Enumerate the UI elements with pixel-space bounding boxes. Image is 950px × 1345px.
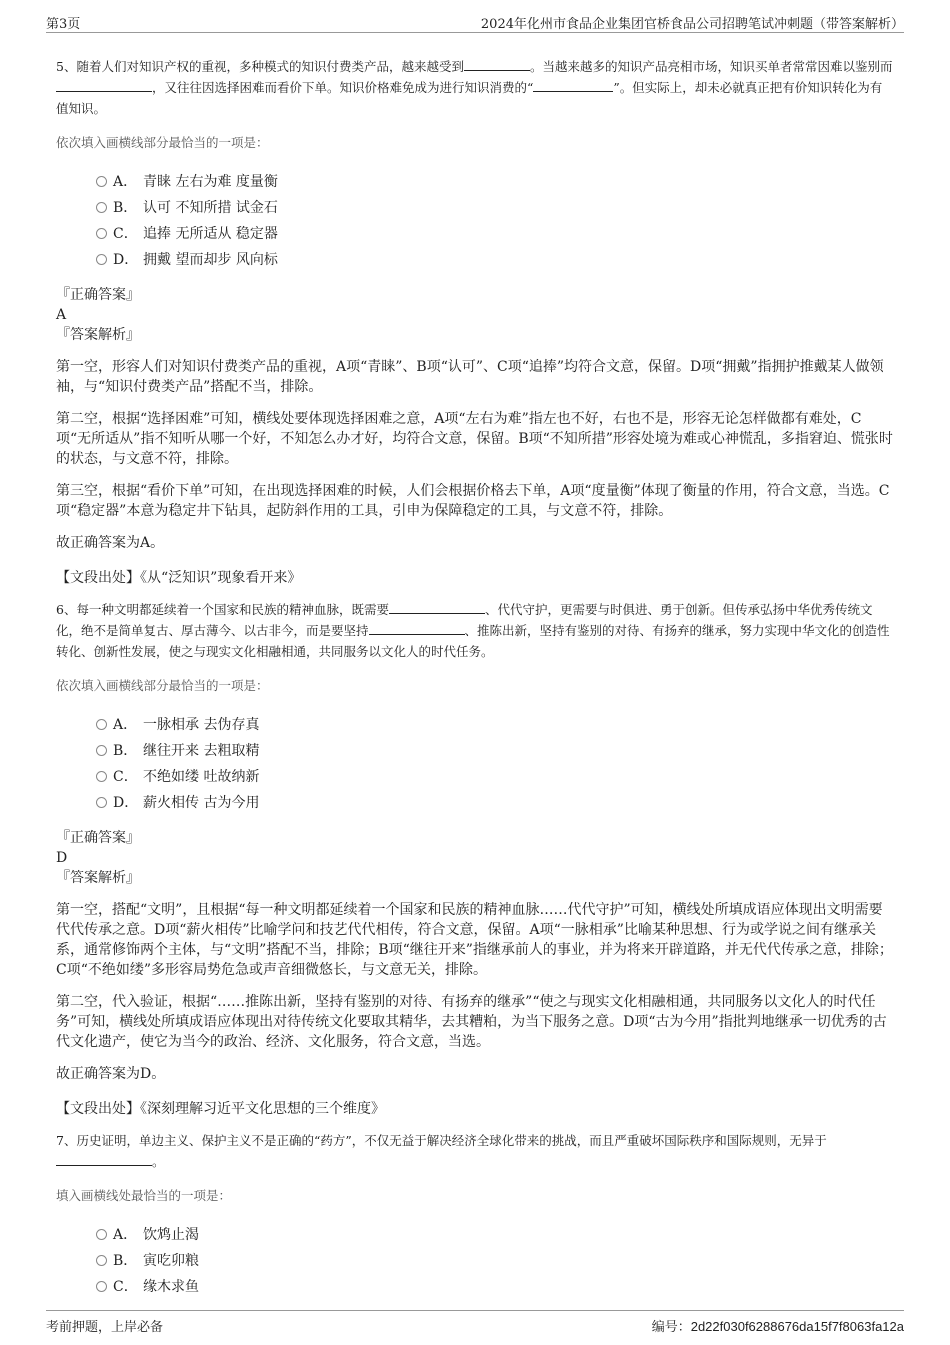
serial-number: 2d22f030f6288676da15f7f8063fa12a [690,1319,904,1334]
option-b[interactable]: B． 继往开来 去粗取精 [96,738,894,764]
conclusion: 故正确答案为D。 [56,1066,166,1082]
conclusion: 故正确答案为A。 [56,535,165,551]
option-d[interactable]: D． 拥戴 望而却步 风向标 [96,247,894,273]
answer-value: D [56,850,68,866]
page-footer [46,1310,904,1337]
question-5-stem: 5、随着人们对知识产权的重视，多种模式的知识付费类产品，越来越受到 。当越来越多的知识产品亮相市场，知识买单者常常因难以鉴别而，又往往因选择困难而看价下单。知识价格难免成为进行知识消费的“ ”。但实际上，却未必就真正把有价知识转化为有值知识。 [56,59,893,116]
option-c[interactable]: C． 不绝如缕 吐故纳新 [96,764,894,790]
analysis-paragraph: 第一空，形容人们对知识付费类产品的重视，A项“青睐”、B项“认可”、C项“追捧”均符合文意，保留。D项“拥戴”指拥护推戴某人做领袖，与“知识付费类产品”搭配不当，排除。 [56,359,884,395]
option-a[interactable]: A． 一脉相承 去伪存真 [96,712,894,738]
analysis-paragraph: 第二空，代入验证，根据“……推陈出新，坚持有鉴别的对待、有扬弃的继承”“使之与现实文化相融相通，共同服务以文化人的时代任务”可知，横线处所填成语应体现出对待传统文化要取其精华，去其糟粕，为当下服务之意。D项“古为今用”指批判地继承一切优秀的古代文化遗产，使它为当今的政治、经济、文化服务，符合文意，当选。 [56,994,887,1050]
source-citation: 【文段出处】《深刻理解习近平文化思想的三个维度》 [56,1101,385,1117]
page-content [56,56,894,1300]
radio-icon[interactable] [96,719,107,730]
question-6-options [96,712,894,816]
option-a[interactable]: A． 青睐 左右为难 度量衡 [96,169,894,195]
blank-1 [389,601,485,614]
option-b[interactable]: B． 认可 不知所措 试金石 [96,195,894,221]
radio-icon[interactable] [96,797,107,808]
analysis-paragraph: 第三空，根据“看价下单”可知，在出现选择困难的时候，人们会根据价格去下单，A项“度量衡”体现了衡量的作用，符合文意，当选。C项“稳定器”本意为稳定井下钻具，起防斜作用的工具，引申为保障稳定的工具，与文意不符，排除。 [56,483,890,519]
option-b[interactable]: B． 寅吃卯粮 [96,1248,894,1274]
question-7-prompt: 填入画横线处最恰当的一项是： [56,1188,232,1203]
answer-value: A [56,307,67,323]
radio-icon[interactable] [96,228,107,239]
question-5-options [96,169,894,273]
option-c[interactable]: C． 追捧 无所适从 稳定器 [96,221,894,247]
blank-1 [56,1153,152,1166]
footer-slogan: 考前押题，上岸必备 [46,1320,164,1335]
blank-1 [464,58,530,71]
blank-2 [369,622,465,635]
question-7-options [96,1222,894,1300]
radio-icon[interactable] [96,745,107,756]
analysis-paragraph: 第一空，搭配“文明”，且根据“每一种文明都延续着一个国家和民族的精神血脉……代代守护”可知，横线处所填成语应体现出文明需要代代传承之意。D项“薪火相传”比喻学问和技艺代代相传，符合文意，保留。A项“一脉相承”比喻某种思想、行为或学说之间有继承关系，通常修饰两个主体，与“文明”搭配不当，排除；B项“继往开来”指继承前人的事业，并为将来开辟道路，并无代代传承之意，排除；C项“不绝如缕”多形容局势危急或声音细微悠长，与文意无关，排除。 [56,902,893,978]
radio-icon[interactable] [96,1281,107,1292]
radio-icon[interactable] [96,176,107,187]
option-a[interactable]: A． 饮鸩止渴 [96,1222,894,1248]
source-citation: 【文段出处】《从“泛知识”现象看开来》 [56,570,302,586]
blank-3 [533,79,613,92]
analysis-label: 『答案解析』 [56,327,140,343]
question-6-stem: 6、每一种文明都延续着一个国家和民族的精神血脉，既需要 、代代守护，更需要与时俱进、勇于创新。但传承弘扬中华优秀传统文化，绝不是简单复古、厚古薄今、以古非今，而是要坚持 、推陈出新，坚持有鉴别的对待、有扬弃的继承，努力实现中华文化的创造性转化、创新性发展，使之与现实文化相融相通，共同服务以文化人的时代任务。 [56,602,890,659]
question-7 [56,1130,894,1300]
radio-icon[interactable] [96,771,107,782]
answer-label: 『正确答案』 [56,287,140,303]
footer-serial: 编号：2d22f030f6288676da15f7f8063fa12a [651,1319,904,1335]
option-d[interactable]: D． 薪火相传 古为今用 [96,790,894,816]
radio-icon[interactable] [96,202,107,213]
radio-icon[interactable] [96,1229,107,1240]
page-number: 第3页 [46,17,81,32]
document-title: 2024年化州市食品企业集团官桥食品公司招聘笔试冲刺题（带答案解析） [480,17,904,32]
question-6 [56,599,894,1118]
question-5-prompt: 依次填入画横线部分最恰当的一项是： [56,135,269,150]
question-7-stem: 7、历史证明，单边主义、保护主义不是正确的“药方”，不仅无益于解决经济全球化带来的挑战，而且严重破坏国际秩序和国际规则，无异于。 [56,1133,827,1169]
radio-icon[interactable] [96,254,107,265]
radio-icon[interactable] [96,1255,107,1266]
option-c[interactable]: C． 缘木求鱼 [96,1274,894,1300]
page-header [46,10,904,33]
analysis-label: 『答案解析』 [56,870,140,886]
question-6-prompt: 依次填入画横线部分最恰当的一项是： [56,678,269,693]
blank-2 [56,79,152,92]
question-5 [56,56,894,587]
analysis-paragraph: 第二空，根据“选择困难”可知，横线处要体现选择困难之意，A项“左右为难”指左也不好，右也不是，形容无论怎样做都有难处，C项“无所适从”指不知听从哪一个好，不知怎么办才好，均符合文意，保留。B项“不知所措”形容处境为难或心神慌乱，多指窘迫、慌张时的状态，与文意不符，排除。 [56,411,893,467]
answer-label: 『正确答案』 [56,830,140,846]
